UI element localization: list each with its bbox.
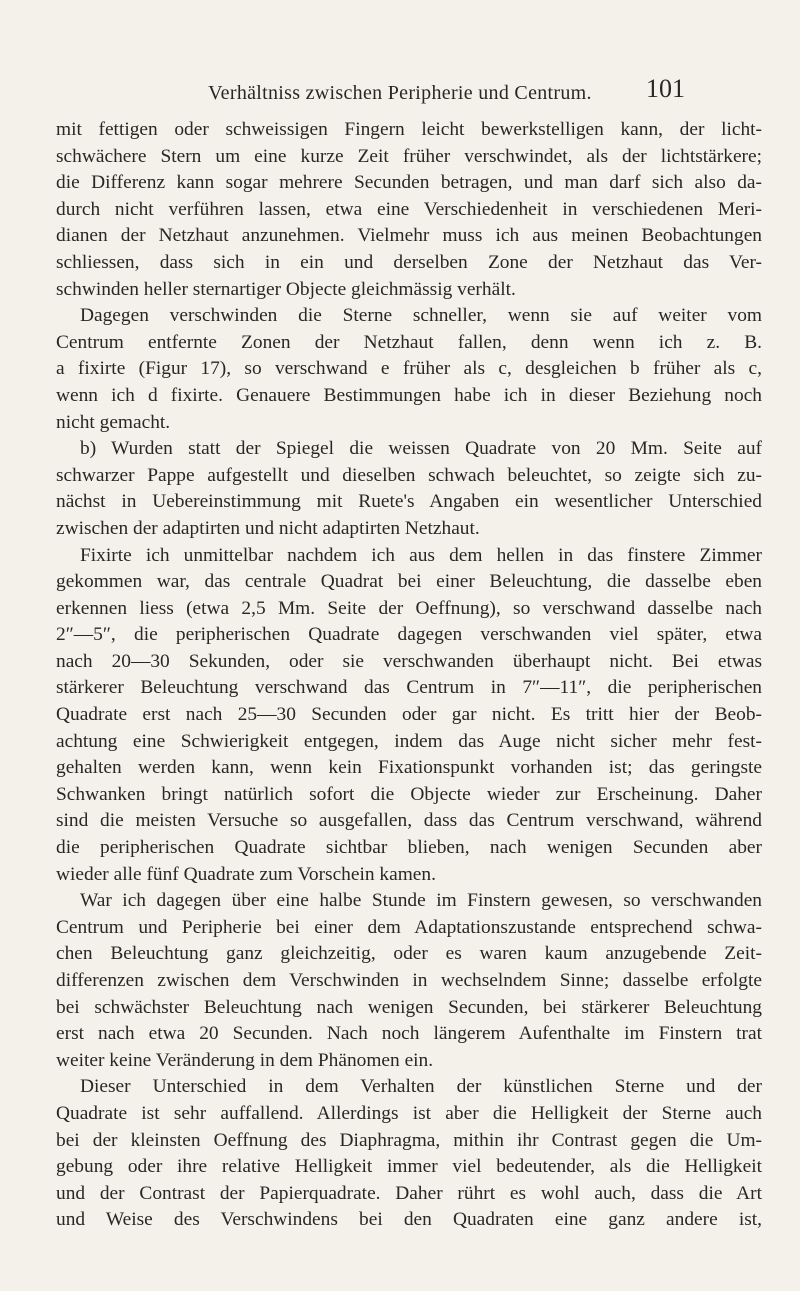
text-line: differenzen zwischen dem Verschwinden in wechselndem Sinne; dasselbe erfolgte (56, 970, 762, 991)
text-line: Quadrate ist sehr auffallend. Allerdings ist aber die Helligkeit der Sterne auch (56, 1102, 762, 1124)
text-line: weiter keine Veränderung in dem Phänomen ein. (56, 1049, 434, 1071)
text-line: Quadrate erst nach 25—30 Secunden oder gar nicht. Es tritt hier der Beob- (56, 704, 762, 726)
text-line: durch nicht verführen lassen, etwa eine Verschiedenheit in verschiedenen Meri- (56, 198, 762, 220)
text-line: nicht gemacht. (56, 411, 171, 433)
text-line: Dieser Unterschied in dem Verhalten der künstlichen Sterne und der (80, 1076, 762, 1098)
text-line: stärkerer Beleuchtung verschwand das Centrum in 7″—11″, die peripherischen (56, 677, 762, 699)
text-line: Centrum und Peripherie bei einer dem Adaptationszustande entsprechend schwa- (56, 916, 762, 938)
text-line: gehalten werden kann, wenn kein Fixationspunkt vorhanden ist; das geringste (56, 757, 762, 779)
text-line: achtung eine Schwierigkeit entgegen, indem das Auge nicht sicher mehr fest- (56, 730, 762, 752)
text-line: bei der kleinsten Oeffnung des Diaphragma, mithin ihr Contrast gegen die Um- (56, 1129, 762, 1151)
text-line: die Differenz kann sogar mehrere Secunden betragen, und man darf sich also da- (56, 172, 762, 194)
text-line: schliessen, dass sich in ein und derselben Zone der Netzhaut das Ver- (56, 251, 762, 273)
text-line: dianen der Netzhaut anzunehmen. Vielmehr muss ich aus meinen Beobachtungen (56, 225, 762, 247)
text-line: Schwanken bringt natürlich sofort die Objecte wieder zur Erscheinung. Daher (56, 783, 762, 805)
text-line: schwinden heller sternartiger Objecte gleichmässig verhält. (56, 278, 516, 300)
text-line: die peripherischen Quadrate sichtbar blieben, nach wenigen Secunden aber (56, 837, 762, 859)
text-line: erkennen liess (etwa 2,5 Mm. Seite der Oeffnung), so verschwand dasselbe nach (56, 597, 762, 619)
text-line: Fixirte ich unmittelbar nachdem ich aus dem hellen in das finstere Zimmer (80, 544, 762, 566)
page-number: 101 (646, 74, 685, 103)
body-text (56, 117, 762, 1234)
text-line: gekommen war, das centrale Quadrat bei einer Beleuchtung, die dasselbe eben (56, 571, 762, 593)
text-line: schwächere Stern um eine kurze Zeit früher verschwindet, als der lichtstärkere; (56, 145, 762, 167)
text-line: nächst in Uebereinstimmung mit Ruete's Angaben ein wesentlicher Unterschied (56, 491, 762, 513)
text-line: schwarzer Pappe aufgestellt und dieselben schwach beleuchtet, so zeigte sich zu- (56, 464, 762, 486)
text-line: gebung oder ihre relative Helligkeit immer viel bedeutender, als die Helligkeit (56, 1156, 762, 1178)
text-line: Dagegen verschwinden die Sterne schneller, wenn sie auf weiter vom (80, 305, 762, 327)
text-line: a fixirte (Figur 17), so verschwand e früher als c, desgleichen b früher als c, (56, 358, 762, 380)
text-line: sind die meisten Versuche so ausgefallen, dass das Centrum verschwand, während (56, 810, 762, 832)
text-line: erst nach etwa 20 Secunden. Nach noch längerem Aufenthalte im Finstern trat (56, 1023, 762, 1045)
running-head: Verhältniss zwischen Peripherie und Centrum. (208, 82, 592, 104)
text-line: 2″—5″, die peripherischen Quadrate dagegen verschwanden viel später, etwa (56, 624, 762, 646)
text-line: wieder alle fünf Quadrate zum Vorschein kamen. (56, 863, 436, 885)
text-line: und der Contrast der Papierquadrate. Daher rührt es wohl auch, dass die Art (56, 1182, 762, 1204)
text-line: b) Wurden statt der Spiegel die weissen Quadrate von 20 Mm. Seite auf (80, 438, 762, 460)
text-line: mit fettigen oder schweissigen Fingern leicht bewerkstelligen kann, der licht- (56, 119, 762, 140)
text-line: und Weise des Verschwindens bei den Quadraten eine ganz andere ist, (56, 1209, 762, 1231)
text-line: chen Beleuchtung ganz gleichzeitig, oder es waren kaum anzugebende Zeit- (56, 943, 762, 965)
text-line: Centrum entfernte Zonen der Netzhaut fallen, denn wenn ich z. B. (56, 331, 762, 353)
text-line: bei schwächster Beleuchtung nach wenigen Secunden, bei stärkerer Beleuchtung (56, 996, 762, 1018)
text-line: zwischen der adaptirten und nicht adaptirten Netzhaut. (56, 517, 480, 539)
text-line: War ich dagegen über eine halbe Stunde im Finstern gewesen, so verschwanden (80, 890, 762, 912)
text-line: nach 20—30 Sekunden, oder sie verschwanden überhaupt nicht. Bei etwas (56, 650, 762, 672)
text-line: wenn ich d fixirte. Genauere Bestimmungen habe ich in dieser Beziehung noch (56, 384, 762, 406)
